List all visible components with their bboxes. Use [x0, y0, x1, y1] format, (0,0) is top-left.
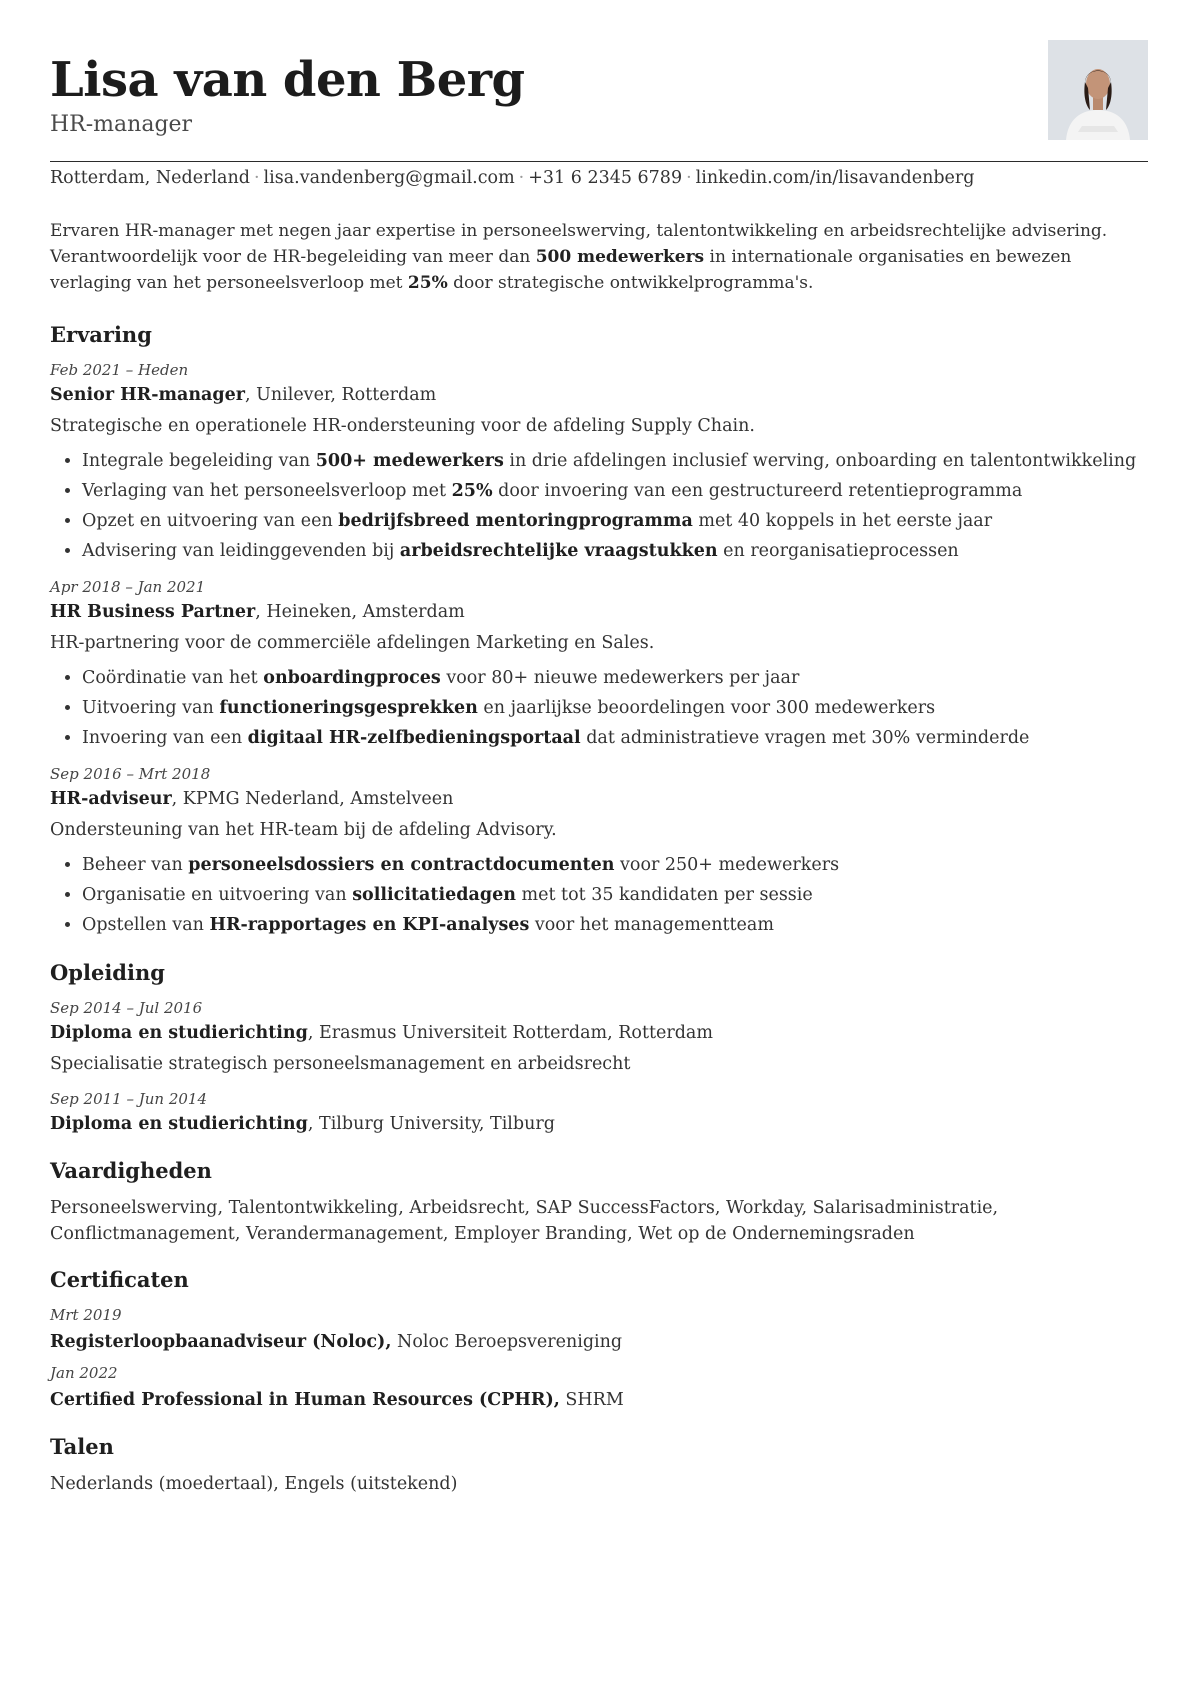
- contact-separator: ·: [253, 168, 260, 188]
- education-school: , Tilburg University, Tilburg: [307, 1114, 555, 1134]
- list-item: • Beheer van personeelsdossiers en contractdocumenten voor 250+ medewerkers: [82, 850, 1148, 880]
- education-school: , Erasmus Universiteit Rotterdam, Rotterdam: [307, 1023, 713, 1043]
- skills-heading: Vaardigheden: [50, 1158, 212, 1183]
- summary-highlight: 25%: [407, 273, 448, 293]
- job-entry: [50, 763, 1148, 940]
- job-bullets: [50, 663, 1148, 753]
- certificate-entry: [50, 1304, 1148, 1356]
- languages-heading: Talen: [50, 1434, 114, 1459]
- certificates-heading: Certificaten: [50, 1267, 189, 1292]
- contact-line: [50, 168, 974, 188]
- summary-text: door strategische ontwikkelprogramma's.: [447, 273, 814, 293]
- profile-photo: [1048, 40, 1148, 140]
- contact-separator: ·: [686, 168, 692, 188]
- job-company: , Unilever, Rotterdam: [244, 385, 437, 405]
- job-title-line: [50, 598, 1148, 626]
- job-entry: [50, 576, 1148, 753]
- education-title: Diploma en studierichting: [50, 1023, 308, 1043]
- education-entry: [50, 997, 1148, 1078]
- job-date: Sep 2016 – Mrt 2018: [50, 765, 211, 783]
- resume-content: [50, 218, 1148, 1517]
- job-description: Strategische en operationele HR-ondersteuning voor de afdeling Supply Chain.: [50, 416, 755, 436]
- profile-summary: [50, 218, 1148, 296]
- contact-linkedin[interactable]: linkedin.com/in/lisavandenberg: [695, 168, 975, 188]
- experience-section: [50, 322, 1148, 940]
- profile-photo-icon: [1048, 40, 1148, 140]
- skills-section: [50, 1158, 1148, 1247]
- list-item: • Coördinatie van het onboardingproces voor 80+ nieuwe medewerkers per jaar: [82, 663, 1148, 693]
- summary-text: in internationale organisaties en bewezen verlaging van het personeelsverloop met: [50, 247, 1072, 293]
- certificate-title-line: [50, 1386, 1148, 1414]
- certificate-title: Registerloopbaanadviseur (Noloc),: [50, 1332, 392, 1352]
- certificate-date: Jan 2022: [50, 1364, 118, 1382]
- job-bullets: [50, 446, 1148, 566]
- header-divider: [50, 161, 1148, 162]
- skills-list: Personeelswerving, Talentontwikkeling, Arbeidsrecht, SAP SuccessFactors, Workday, Salarisadministratie, Conflictmanagement, Verandermanagement, Employer Branding, Wet op de Ondernemingsraden: [50, 1198, 999, 1244]
- languages-section: [50, 1434, 1148, 1497]
- job-company: , KPMG Nederland, Amstelveen: [171, 789, 454, 809]
- education-title-line: [50, 1110, 1148, 1138]
- experience-heading: Ervaring: [50, 322, 152, 347]
- education-section: [50, 960, 1148, 1138]
- list-item: • Opstellen van HR-rapportages en KPI-analyses voor het managementteam: [82, 910, 1148, 940]
- certificate-date: Mrt 2019: [50, 1306, 122, 1324]
- job-description: HR-partnering voor de commerciële afdelingen Marketing en Sales.: [50, 633, 655, 653]
- certificate-issuer: SHRM: [559, 1390, 624, 1410]
- education-title: Diploma en studierichting: [50, 1114, 308, 1134]
- job-title-line: [50, 785, 1148, 813]
- certificate-issuer: Noloc Beroepsvereniging: [391, 1332, 623, 1352]
- contact-location: Rotterdam, Nederland: [50, 168, 250, 188]
- job-title-line: [50, 381, 1148, 409]
- job-description: Ondersteuning van het HR-team bij de afdeling Advisory.: [50, 820, 557, 840]
- list-item: • Verlaging van het personeelsverloop met 25% door invoering van een gestructureerd retentieprogramma: [82, 476, 1148, 506]
- certificate-entry: [50, 1362, 1148, 1414]
- job-title: HR-adviseur: [50, 789, 172, 809]
- languages-list: Nederlands (moedertaal), Engels (uitstekend): [50, 1474, 458, 1494]
- education-date: Sep 2011 – Jun 2014: [50, 1090, 208, 1108]
- candidate-name: Lisa van den Berg: [50, 52, 525, 108]
- summary-text: Ervaren HR-manager met negen jaar expertise in personeelswerving, talentontwikkeling en arbeidsrechtelijke advisering. Verantwoordelijk voor de HR-begeleiding van meer dan: [50, 221, 1108, 267]
- contact-email[interactable]: lisa.vandenberg@gmail.com: [263, 168, 515, 188]
- job-title: Senior HR-manager: [50, 385, 245, 405]
- certificate-title-line: [50, 1328, 1148, 1356]
- job-date: Apr 2018 – Jan 2021: [50, 578, 206, 596]
- job-company: , Heineken, Amsterdam: [255, 602, 465, 622]
- job-entry: [50, 359, 1148, 566]
- job-date: Feb 2021 – Heden: [50, 361, 189, 379]
- education-date: Sep 2014 – Jul 2016: [50, 999, 203, 1017]
- education-entry: [50, 1088, 1148, 1138]
- list-item: • Invoering van een digitaal HR-zelfbedieningsportaal dat administratieve vragen met 30% verminderde: [82, 723, 1148, 753]
- list-item: • Organisatie en uitvoering van sollicitatiedagen met tot 35 kandidaten per sessie: [82, 880, 1148, 910]
- candidate-role: HR-manager: [50, 112, 193, 137]
- list-item: • Integrale begeleiding van 500+ medewerkers in drie afdelingen inclusief werving, onboarding en talentontwikkeling: [82, 446, 1148, 476]
- summary-highlight: 500 medewerkers: [535, 247, 705, 267]
- education-title-line: [50, 1019, 1148, 1047]
- education-description: Specialisatie strategisch personeelsmanagement en arbeidsrecht: [50, 1054, 631, 1074]
- certificate-title: Certified Professional in Human Resources (CPHR),: [50, 1390, 560, 1410]
- education-heading: Opleiding: [50, 960, 165, 985]
- contact-phone[interactable]: +31 6 2345 6789: [528, 168, 683, 188]
- list-item: • Opzet en uitvoering van een bedrijfsbreed mentoringprogramma met 40 koppels in het eerste jaar: [82, 506, 1148, 536]
- job-title: HR Business Partner: [50, 602, 256, 622]
- certificates-section: [50, 1267, 1148, 1414]
- job-bullets: [50, 850, 1148, 940]
- contact-separator: ·: [518, 168, 525, 188]
- list-item: • Uitvoering van functioneringsgesprekken en jaarlijkse beoordelingen voor 300 medewerkers: [82, 693, 1148, 723]
- list-item: • Advisering van leidinggevenden bij arbeidsrechtelijke vraagstukken en reorganisatieprocessen: [82, 536, 1148, 566]
